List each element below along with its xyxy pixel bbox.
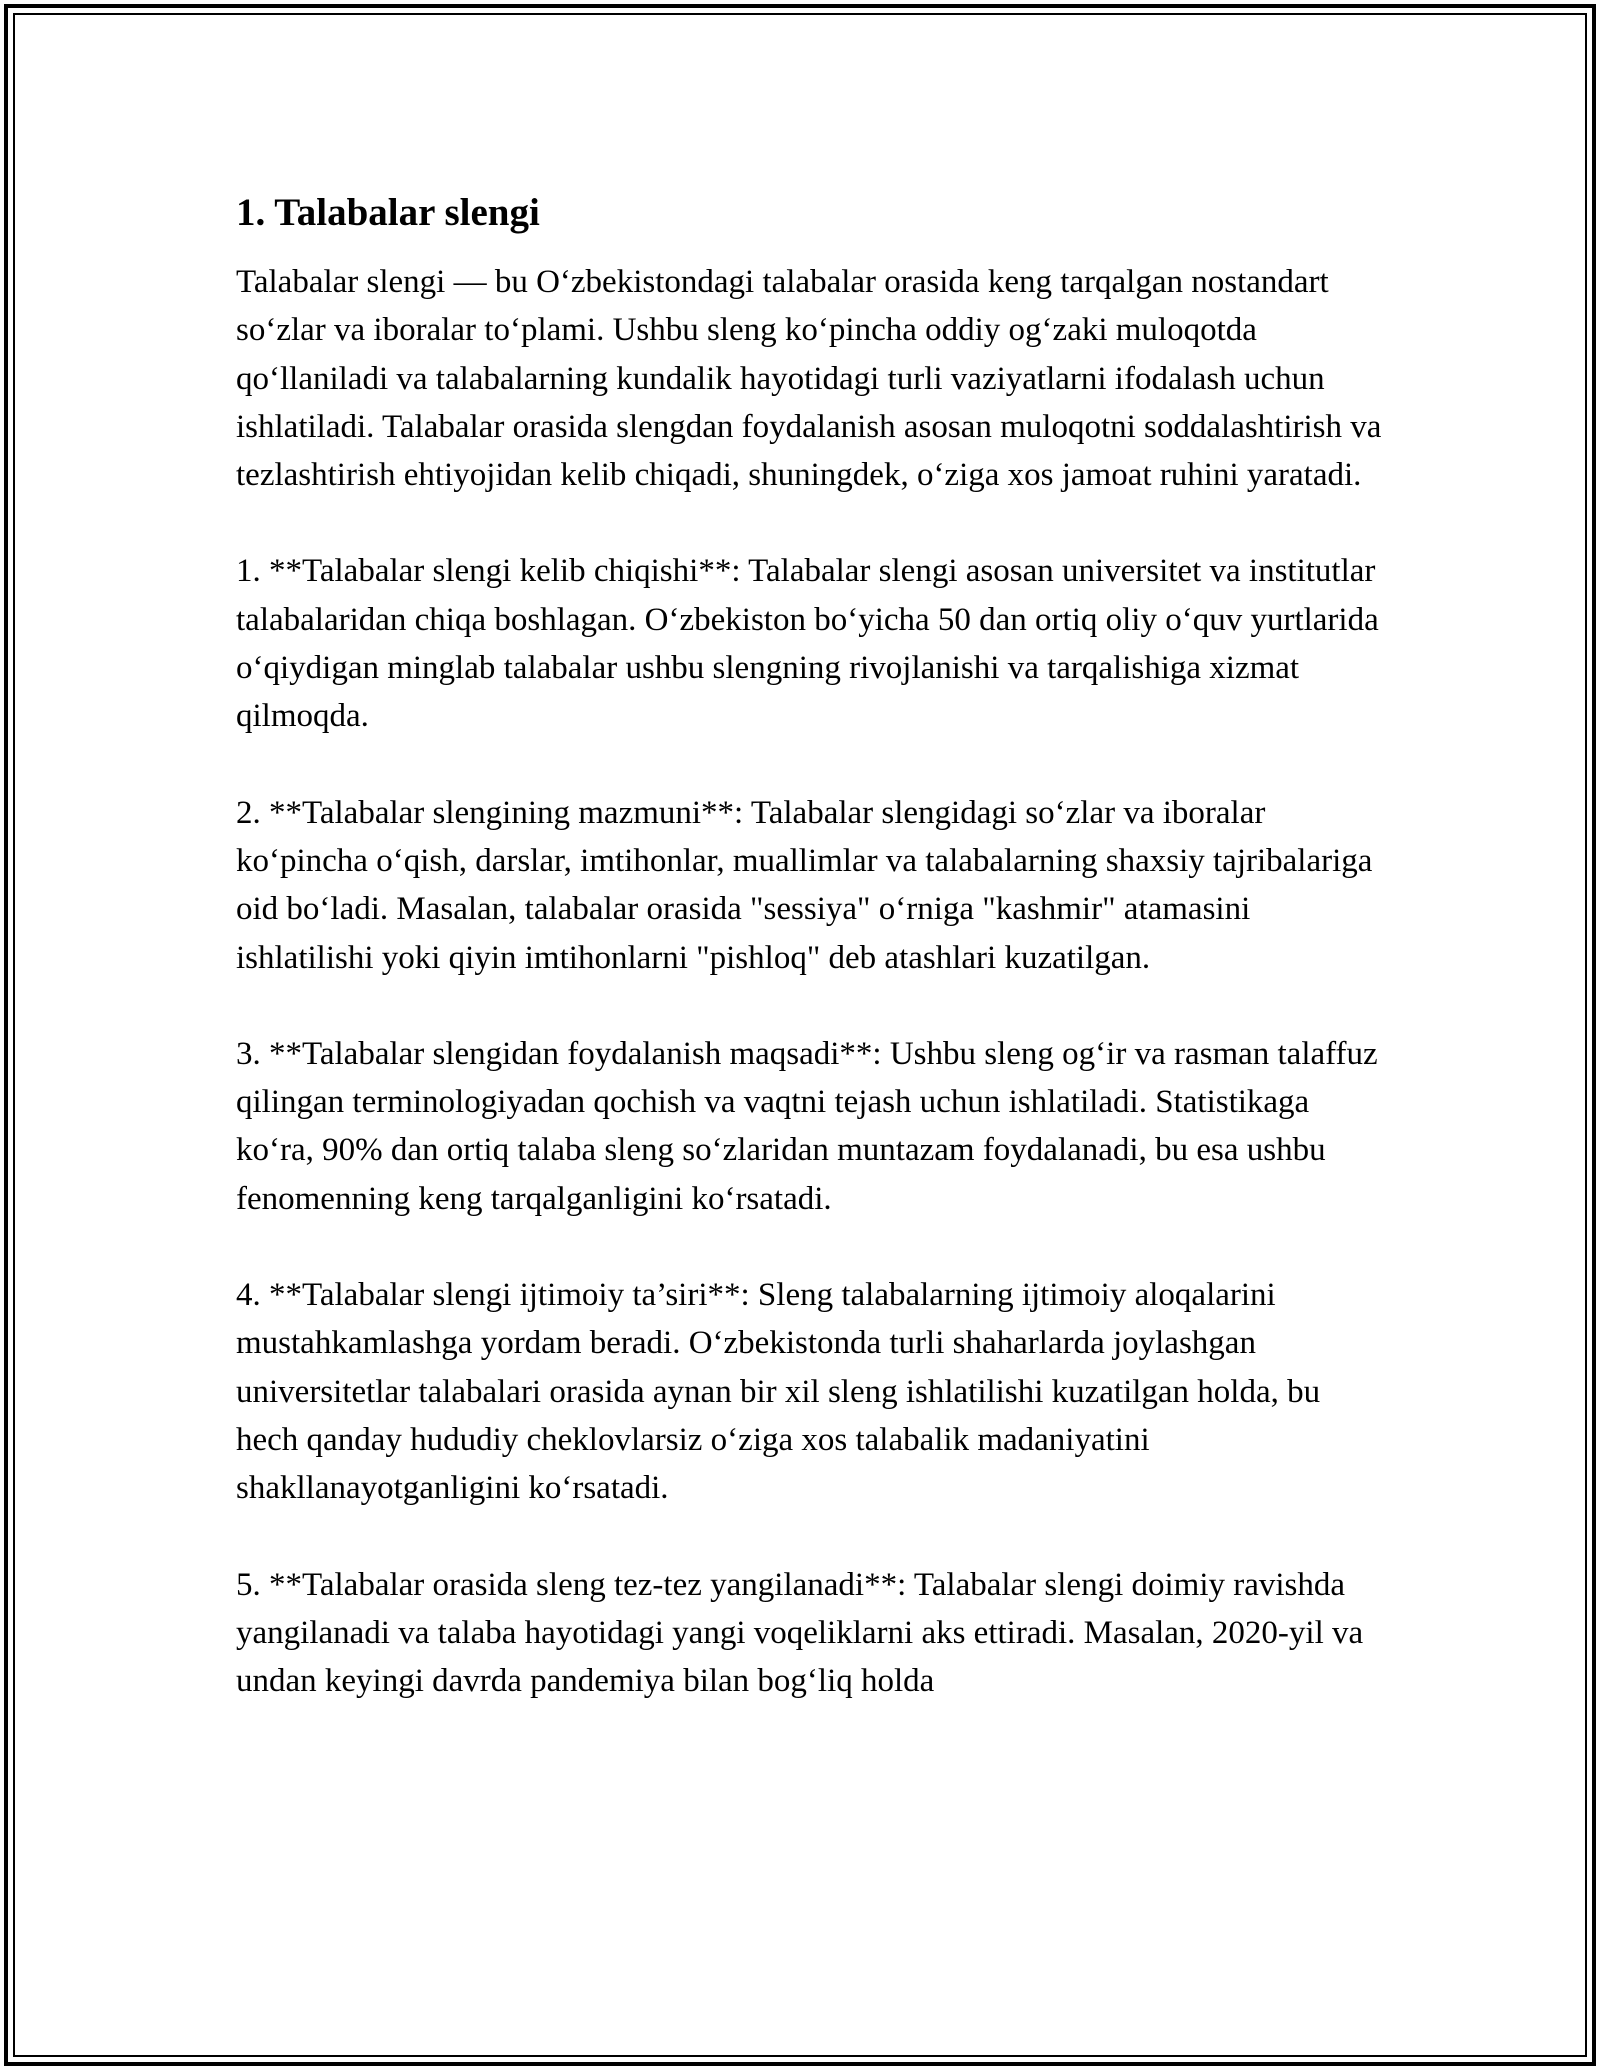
list-item-4: 4. **Talabalar slengi ijtimoiy ta’siri**: Sleng talabalarning ijtimoiy aloqalarini mustahkamlashga yordam beradi. O‘zbekistonda turli shaharlarda joylashgan universitetlar talabalari orasida aynan bir xil sleng ishlatilishi kuzatilgan holda, bu hech qanday hududiy cheklovlarsiz o‘ziga xos talabalik madaniyatini shakllanayotganligini ko‘rsatadi. [236,1277,1321,1507]
list-item-1: 1. **Talabalar slengi kelib chiqishi**: Talabalar slengi asosan universitet va institutlar talabalaridan chiqa boshlagan. O‘zbekiston bo‘yicha 50 dan ortiq oliy o‘quv yurtlarida o‘qiydigan minglab talabalar ushbu slengning rivojlanishi va tarqalishiga xizmat qilmoqda. [236,553,1379,735]
document-body [236,188,1386,1753]
list-item-3: 3. **Talabalar slengidan foydalanish maqsadi**: Ushbu sleng og‘ir va rasman talaffuz qilingan terminologiyadan qochish va vaqtni tejash uchun ishlatiladi. Statistikaga ko‘ra, 90% dan ortiq talaba sleng so‘zlaridan muntazam foydalanadi, bu esa ushbu fenomenning keng tarqalganligini ko‘rsatadi. [236,1035,1378,1217]
list-item-2: 2. **Talabalar slengining mazmuni**: Talabalar slengidagi so‘zlar va iboralar ko‘pincha o‘qish, darslar, imtihonlar, muallimlar va talabalarning shaxsiy tajribalariga oid bo‘ladi. Masalan, talabalar orasida "sessiya" o‘rniga "kashmir" atamasini ishlatilishi yoki qiyin imtihonlarni "pishloq" deb atashlari kuzatilgan. [236,794,1373,976]
intro-paragraph: Talabalar slengi — bu O‘zbekistondagi talabalar orasida keng tarqalgan nostandart so‘zlar va iboralar to‘plami. Ushbu sleng ko‘pincha oddiy og‘zaki muloqotda qo‘llaniladi va talabalarning kundalik hayotidagi turli vaziyatlarni ifodalash uchun ishlatiladi. Talabalar orasida slengdan foydalanish asosan muloqotni soddalashtirish va tezlashtirish ehtiyojidan kelib chiqadi, shuningdek, o‘ziga xos jamoat ruhini yaratadi. [236,264,1382,494]
list-item-5: 5. **Talabalar orasida sleng tez-tez yangilanadi**: Talabalar slengi doimiy ravishda yangilanadi va talaba hayotidagi yangi voqeliklarni aks ettiradi. Masalan, 2020-yil va undan keyingi davrda pandemiya bilan bog‘liq holda [236,1566,1364,1700]
section-heading: 1. Talabalar slengi [236,191,540,234]
